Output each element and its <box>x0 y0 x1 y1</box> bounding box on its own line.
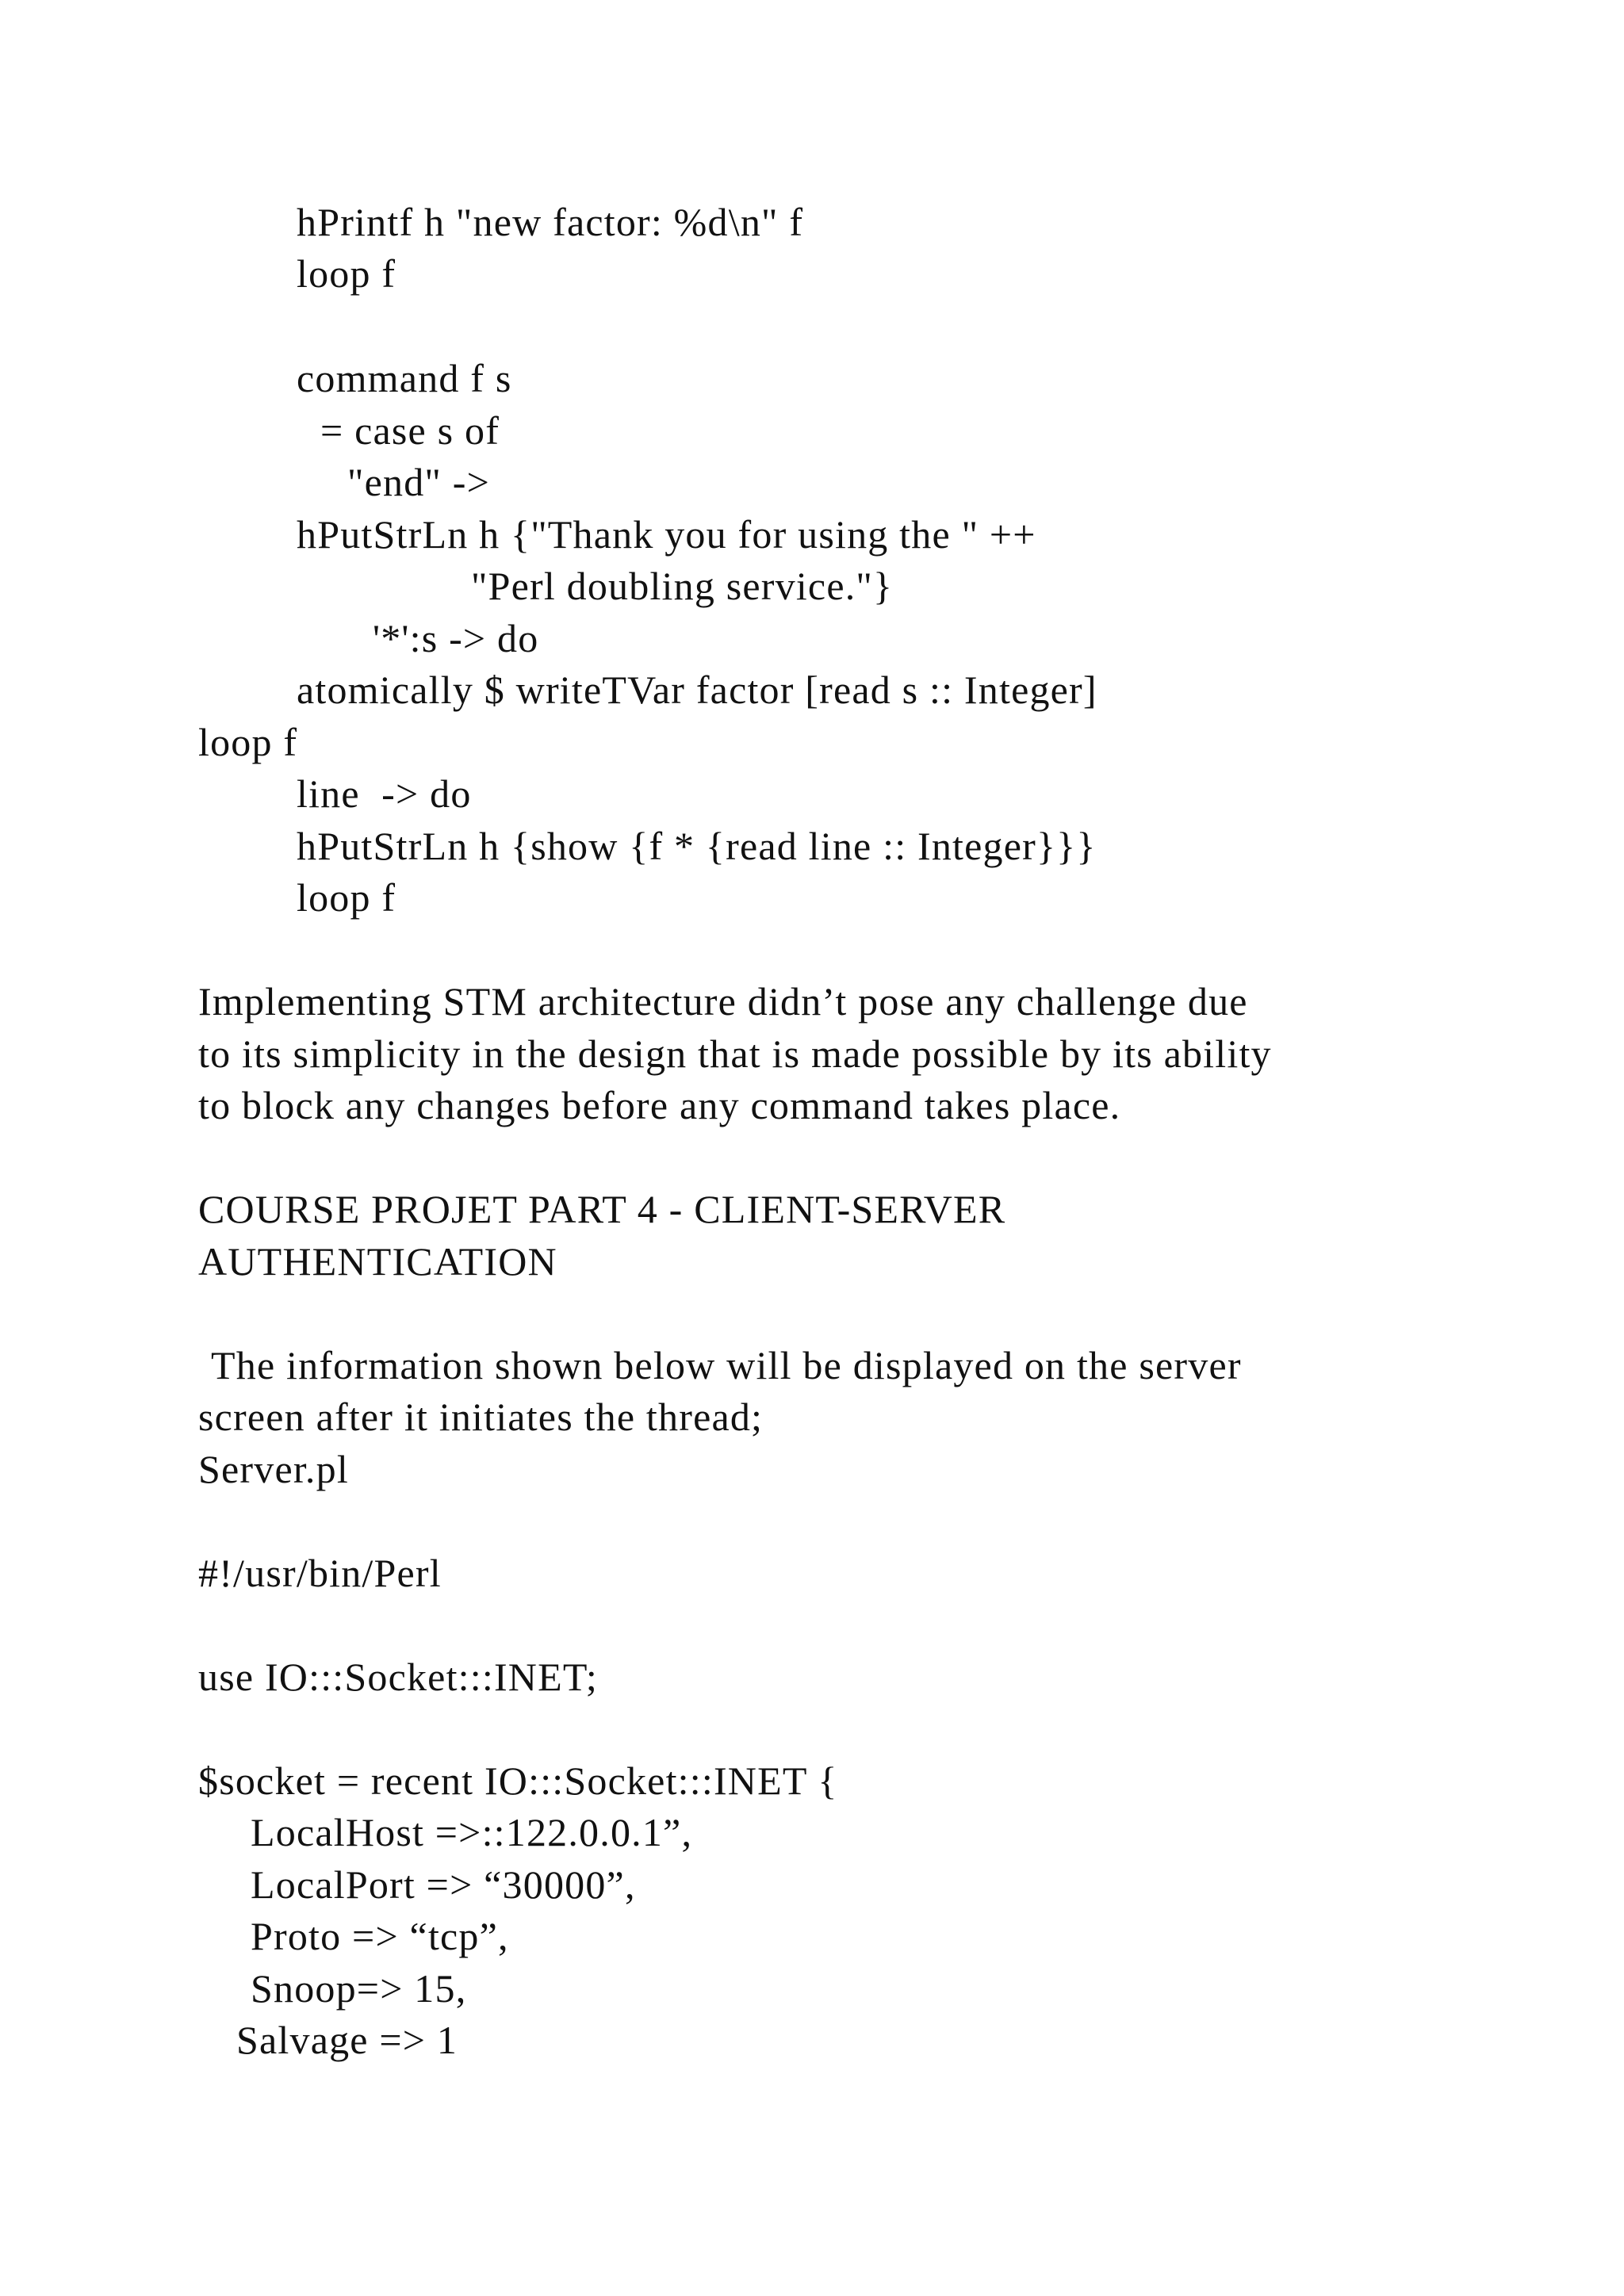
perl-proto-line: Proto => “tcp”, <box>251 1914 509 1958</box>
code-line-2: loop f <box>297 251 396 296</box>
code-line-12: hPutStrLn h {show {f * {read line :: Integer}}} <box>297 824 1097 868</box>
perl-snoop-line: Snoop=> 15, <box>251 1966 467 2011</box>
perl-localhost-line: LocalHost =>::122.0.0.1”, <box>251 1810 693 1854</box>
code-line-13: loop f <box>297 875 396 920</box>
section-heading-line-2: AUTHENTICATION <box>198 1239 557 1284</box>
perl-localport-line: LocalPort => “30000”, <box>251 1862 636 1907</box>
code-line-10: loop f <box>198 720 298 764</box>
code-line-4: = case s of <box>320 408 500 453</box>
section-heading-line-1: COURSE PROJET PART 4 - CLIENT-SERVER <box>198 1187 1006 1231</box>
perl-use-line: use IO:::Socket:::INET; <box>198 1655 598 1699</box>
code-line-9: atomically $ writeTVar factor [read s :: Integer] <box>297 668 1097 712</box>
code-line-11: line -> do <box>297 771 472 816</box>
perl-socket-line: $socket = recent IO:::Socket:::INET { <box>198 1758 838 1803</box>
code-line-5: "end" -> <box>347 460 490 504</box>
perl-salvage-line: Salvage => 1 <box>236 2018 458 2062</box>
code-line-8: '*':s -> do <box>373 616 539 660</box>
paragraph-line-2: to its simplicity in the design that is made possible by its ability <box>198 1031 1272 1076</box>
paragraph-line-1: Implementing STM architecture didn’t pose any challenge due <box>198 979 1248 1024</box>
info-line-1: The information shown below will be displayed on the server <box>211 1343 1242 1387</box>
file-name-label: Server.pl <box>198 1447 349 1491</box>
code-line-3: command f s <box>297 356 512 400</box>
code-line-7: "Perl doubling service."} <box>471 564 894 608</box>
code-line-6: hPutStrLn h {"Thank you for using the " ++ <box>297 512 1036 557</box>
perl-shebang: #!/usr/bin/Perl <box>198 1551 442 1595</box>
info-line-2: screen after it initiates the thread; <box>198 1395 764 1439</box>
code-line-1: hPrintf h "new factor: %d\n" f <box>297 200 804 244</box>
paragraph-line-3: to block any changes before any command takes place. <box>198 1083 1121 1127</box>
